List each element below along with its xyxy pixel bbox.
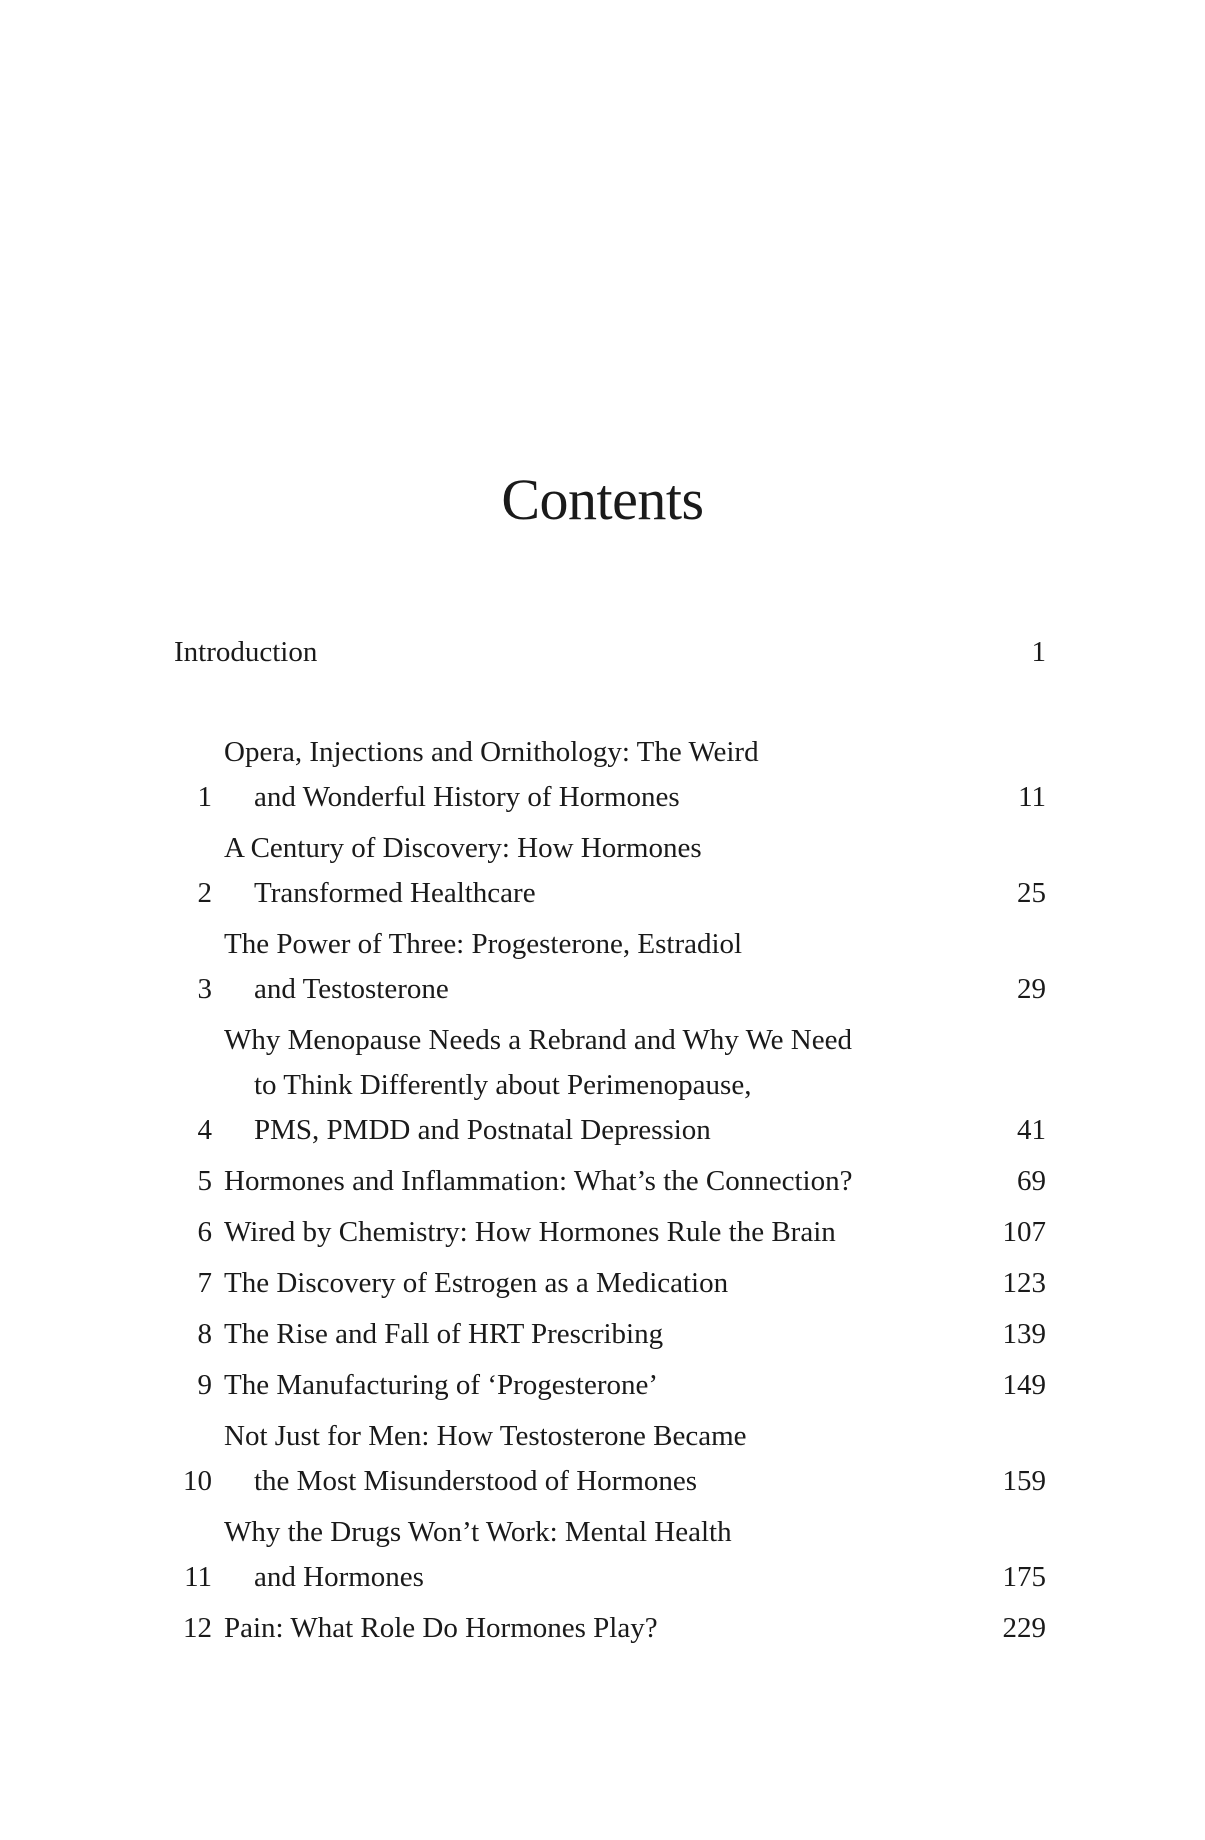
chapter-number: 10 bbox=[183, 1465, 212, 1497]
toc-entry-introduction bbox=[174, 630, 1046, 675]
chapter-title-line: PMS, PMDD and Postnatal Depression bbox=[254, 1114, 711, 1146]
chapter-title bbox=[224, 1159, 956, 1204]
chapter-number: 1 bbox=[197, 781, 212, 813]
chapter-page-number: 159 bbox=[1002, 1465, 1046, 1497]
chapter-title bbox=[224, 1606, 956, 1651]
toc-entry bbox=[174, 1414, 1046, 1504]
toc-entry bbox=[174, 1159, 1046, 1204]
table-of-contents bbox=[174, 630, 1046, 1657]
chapter-page-number: 123 bbox=[1002, 1267, 1046, 1299]
chapter-page-number: 139 bbox=[1002, 1318, 1046, 1350]
chapter-title bbox=[224, 1363, 956, 1408]
toc-entry-page: 1 bbox=[1031, 636, 1046, 668]
chapter-title bbox=[224, 826, 956, 916]
toc-entry bbox=[174, 1363, 1046, 1408]
page-title: Contents bbox=[501, 467, 704, 532]
chapter-number: 4 bbox=[197, 1114, 212, 1146]
chapter-page-number: 107 bbox=[1002, 1216, 1046, 1248]
chapter-title-line: and Wonderful History of Hormones bbox=[254, 781, 680, 813]
chapter-number: 3 bbox=[197, 973, 212, 1005]
chapter-title-line: Wired by Chemistry: How Hormones Rule the Brain bbox=[224, 1216, 836, 1248]
chapter-page-number: 11 bbox=[1018, 781, 1046, 813]
toc-entry bbox=[174, 1510, 1046, 1600]
toc-entry bbox=[174, 1606, 1046, 1651]
chapter-page-number: 25 bbox=[1017, 877, 1046, 909]
chapter-title-line: Hormones and Inflammation: What’s the Connection? bbox=[224, 1165, 853, 1197]
chapter-number: 6 bbox=[197, 1216, 212, 1248]
chapter-title bbox=[224, 1312, 956, 1357]
toc-entry bbox=[174, 922, 1046, 1012]
chapter-title-line: The Power of Three: Progesterone, Estradiol bbox=[224, 928, 743, 960]
chapter-title-line: to Think Differently about Perimenopause, bbox=[254, 1069, 752, 1101]
chapter-title bbox=[224, 1018, 956, 1153]
chapter-page-number: 29 bbox=[1017, 973, 1046, 1005]
toc-entry bbox=[174, 1018, 1046, 1153]
chapter-title bbox=[224, 1414, 956, 1504]
chapter-title-line: and Hormones bbox=[254, 1561, 424, 1593]
chapter-title-line: A Century of Discovery: How Hormones bbox=[224, 832, 702, 864]
chapter-title-line: Not Just for Men: How Testosterone Became bbox=[224, 1420, 747, 1452]
chapter-title-line: Why Menopause Needs a Rebrand and Why We Need bbox=[224, 1024, 852, 1056]
chapter-title-line: The Rise and Fall of HRT Prescribing bbox=[224, 1318, 664, 1350]
chapter-number: 5 bbox=[197, 1165, 212, 1197]
chapter-page-number: 175 bbox=[1002, 1561, 1046, 1593]
chapter-page-number: 41 bbox=[1017, 1114, 1046, 1146]
chapter-page-number: 229 bbox=[1002, 1612, 1046, 1644]
toc-entry bbox=[174, 1210, 1046, 1255]
chapter-title-line: Pain: What Role Do Hormones Play? bbox=[224, 1612, 658, 1644]
chapter-number: 9 bbox=[197, 1369, 212, 1401]
chapter-title-line: the Most Misunderstood of Hormones bbox=[254, 1465, 698, 1497]
chapter-title-line: Why the Drugs Won’t Work: Mental Health bbox=[224, 1516, 732, 1548]
toc-entry bbox=[174, 1261, 1046, 1306]
chapter-title bbox=[224, 1261, 956, 1306]
chapter-title bbox=[224, 730, 956, 820]
chapter-number: 12 bbox=[183, 1612, 212, 1644]
chapter-title bbox=[224, 1510, 956, 1600]
chapter-page-number: 149 bbox=[1002, 1369, 1046, 1401]
chapter-title bbox=[224, 1210, 956, 1255]
chapter-title-line: and Testosterone bbox=[254, 973, 449, 1005]
chapter-title-line: Transformed Healthcare bbox=[254, 877, 536, 909]
chapter-page-number: 69 bbox=[1017, 1165, 1046, 1197]
chapter-title-line: The Discovery of Estrogen as a Medication bbox=[224, 1267, 729, 1299]
chapter-number: 11 bbox=[184, 1561, 212, 1593]
toc-entry-title: Introduction bbox=[174, 636, 318, 668]
chapter-title-line: Opera, Injections and Ornithology: The Weird bbox=[224, 736, 759, 768]
chapter-title bbox=[224, 922, 956, 1012]
toc-entry bbox=[174, 826, 1046, 916]
chapter-number: 8 bbox=[197, 1318, 212, 1350]
toc-entry bbox=[174, 1312, 1046, 1357]
chapter-list bbox=[174, 730, 1046, 1651]
chapter-title-line: The Manufacturing of ‘Progesterone’ bbox=[224, 1369, 659, 1401]
toc-entry bbox=[174, 730, 1046, 820]
chapter-number: 2 bbox=[197, 877, 212, 909]
chapter-number: 7 bbox=[197, 1267, 212, 1299]
